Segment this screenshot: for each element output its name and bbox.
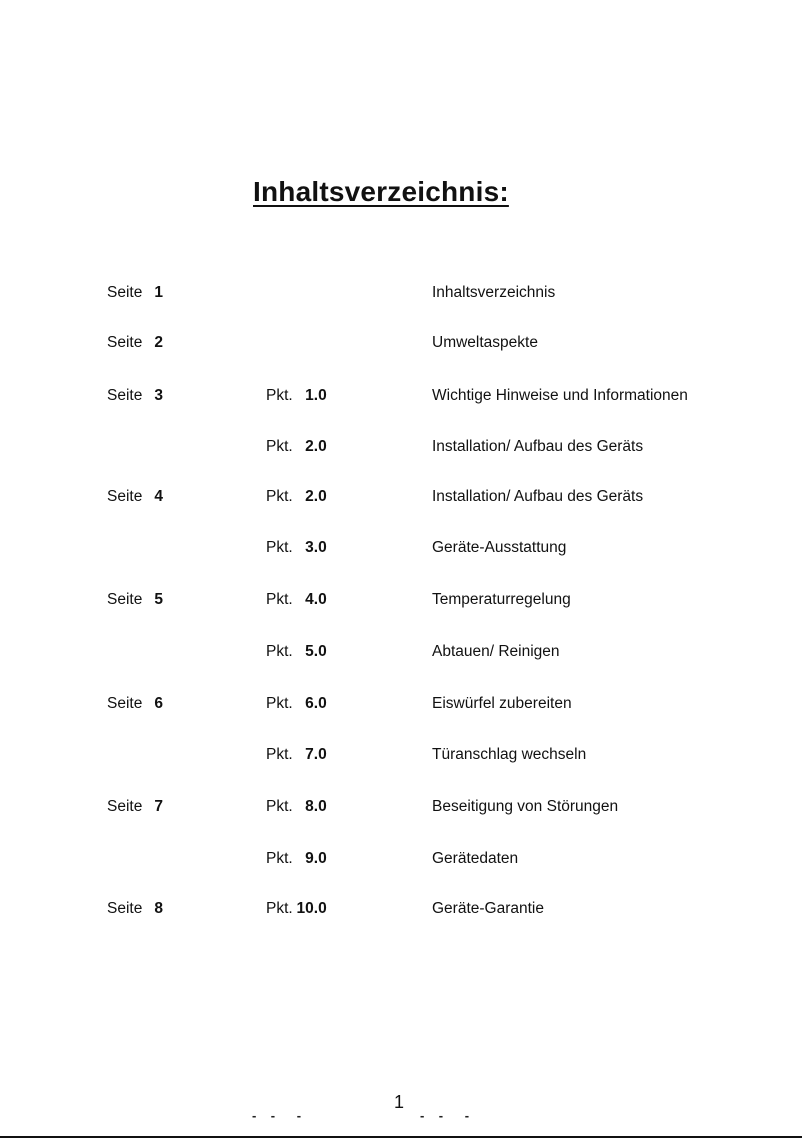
- toc-page-ref: [107, 485, 163, 509]
- section-label: Pkt.: [266, 387, 293, 404]
- section-label: Pkt.: [266, 591, 293, 608]
- section-label: Pkt.: [266, 695, 293, 712]
- toc-row: [0, 435, 802, 459]
- footer-dash-left: - - -: [252, 1108, 302, 1123]
- toc-entry-title: Wichtige Hinweise und Informationen: [432, 387, 688, 404]
- toc-row: [0, 847, 802, 871]
- page-number-ref: 2: [154, 334, 163, 351]
- page-number-ref: 5: [154, 591, 163, 608]
- toc-entry-title: Eiswürfel zubereiten: [432, 695, 572, 712]
- toc-section-ref: [266, 795, 327, 819]
- toc-page-ref: [107, 281, 163, 305]
- toc-entry-title: Umweltaspekte: [432, 334, 538, 351]
- toc-row: [0, 588, 802, 612]
- toc-entry-title: Abtauen/ Reinigen: [432, 643, 560, 660]
- toc-entry-title: Türanschlag wechseln: [432, 746, 587, 763]
- toc-page-ref: [107, 692, 163, 716]
- section-number: 4.0: [305, 591, 327, 608]
- section-label: Pkt.: [266, 798, 293, 815]
- toc-row: [0, 692, 802, 716]
- toc-entry-title: Installation/ Aufbau des Geräts: [432, 488, 644, 505]
- page-label: Seite: [107, 695, 143, 712]
- toc-section-ref: [266, 743, 327, 767]
- page-label: Seite: [107, 284, 143, 301]
- page-label: Seite: [107, 488, 143, 505]
- section-number: 2.0: [305, 438, 327, 455]
- toc-entry-title: Installation/ Aufbau des Geräts: [432, 438, 644, 455]
- toc-row: [0, 384, 802, 408]
- toc-entry-title: Gerätedaten: [432, 850, 519, 867]
- page-number-ref: 3: [154, 387, 163, 404]
- toc-row: [0, 897, 802, 921]
- toc-row: [0, 536, 802, 560]
- page-number-ref: 6: [154, 695, 163, 712]
- section-label: Pkt.: [266, 900, 293, 917]
- section-label: Pkt.: [266, 850, 293, 867]
- section-number: 7.0: [305, 746, 327, 763]
- toc-entry-title: Temperaturregelung: [432, 591, 571, 608]
- toc-row: [0, 331, 802, 355]
- section-number: 9.0: [305, 850, 327, 867]
- section-number: 5.0: [305, 643, 327, 660]
- section-number: 3.0: [305, 539, 327, 556]
- toc-section-ref: [266, 588, 327, 612]
- toc-section-ref: [266, 692, 327, 716]
- toc-section-ref: [266, 435, 327, 459]
- toc-entry-title: Geräte-Garantie: [432, 900, 544, 917]
- page-number: 1: [394, 1092, 405, 1112]
- section-label: Pkt.: [266, 643, 293, 660]
- toc-row: [0, 743, 802, 767]
- page-title: Inhaltsverzeichnis:: [253, 176, 509, 207]
- toc-section-ref: [266, 640, 327, 664]
- toc-row: [0, 485, 802, 509]
- page-label: Seite: [107, 334, 143, 351]
- toc-page-ref: [107, 331, 163, 355]
- toc-entry-title: Beseitigung von Störungen: [432, 798, 619, 815]
- toc-page-ref: [107, 897, 163, 921]
- toc-section-ref: [266, 897, 327, 921]
- footer-dash-right: - - -: [420, 1108, 470, 1123]
- section-label: Pkt.: [266, 746, 293, 763]
- page-label: Seite: [107, 387, 143, 404]
- page-number-ref: 4: [154, 488, 163, 505]
- toc-section-ref: [266, 485, 327, 509]
- section-number: 6.0: [305, 695, 327, 712]
- toc-page-ref: [107, 795, 163, 819]
- toc-section-ref: [266, 384, 327, 408]
- page-number-ref: 8: [154, 900, 163, 917]
- page-label: Seite: [107, 900, 143, 917]
- toc-section-ref: [266, 847, 327, 871]
- section-number: 1.0: [305, 387, 327, 404]
- page-number-ref: 1: [154, 284, 163, 301]
- toc-page-ref: [107, 384, 163, 408]
- page-number-ref: 7: [154, 798, 163, 815]
- toc-row: [0, 640, 802, 664]
- section-label: Pkt.: [266, 488, 293, 505]
- section-label: Pkt.: [266, 539, 293, 556]
- page-label: Seite: [107, 591, 143, 608]
- section-number: 10.0: [296, 900, 327, 917]
- toc-section-ref: [266, 536, 327, 560]
- section-label: Pkt.: [266, 438, 293, 455]
- section-number: 8.0: [305, 798, 327, 815]
- toc-entry-title: Geräte-Ausstattung: [432, 539, 567, 556]
- toc-row: [0, 281, 802, 305]
- toc-entry-title: Inhaltsverzeichnis: [432, 284, 556, 301]
- section-number: 2.0: [305, 488, 327, 505]
- page-label: Seite: [107, 798, 143, 815]
- toc-page-ref: [107, 588, 163, 612]
- toc-row: [0, 795, 802, 819]
